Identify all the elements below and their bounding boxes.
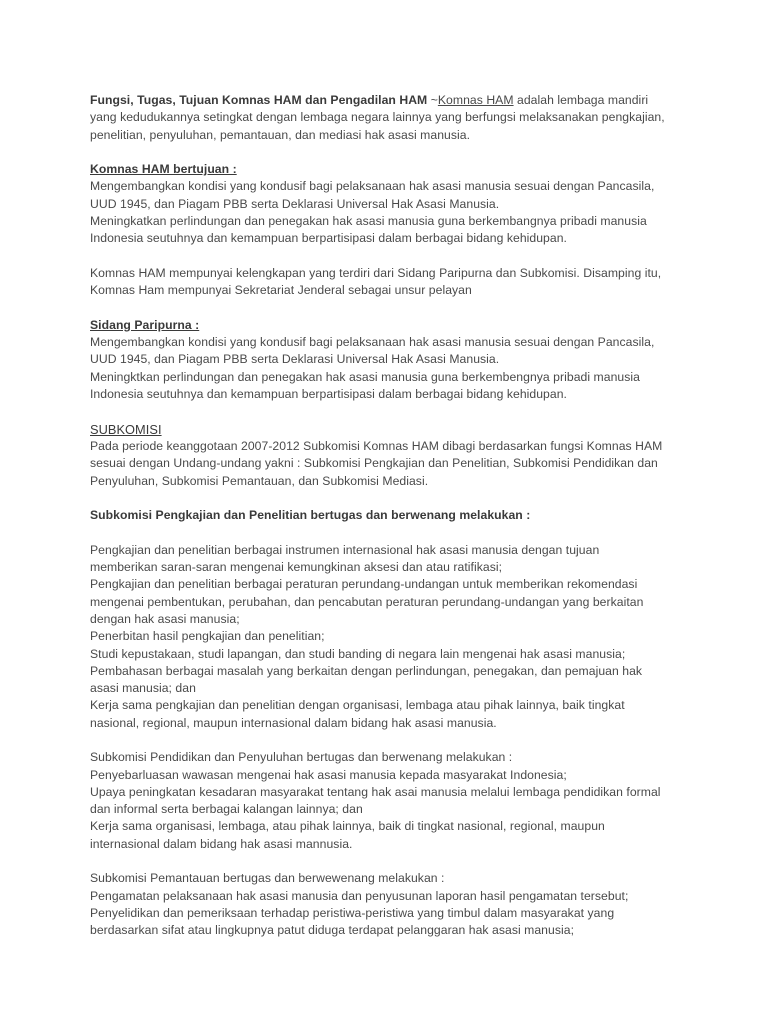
tujuan-line: Meningkatkan perlindungan dan penegakan hak asasi manusia guna berkembangnya pribadi manusia xyxy=(90,214,647,229)
tujuan-heading: Komnas HAM bertujuan : xyxy=(90,162,237,177)
pengkajian-line: dengan hak asasi manusia; xyxy=(90,611,240,626)
paripurna-heading: Sidang Paripurna : xyxy=(90,317,200,332)
document-body xyxy=(90,92,700,957)
subkomisi-heading: SUBKOMISI xyxy=(90,421,162,437)
pengkajian-heading-block xyxy=(90,507,700,524)
pendidikan-line: internasional dalam bidang hak asasi mannusia. xyxy=(90,836,353,851)
pemantauan-line: Subkomisi Pemantauan bertugas dan berwewenang melakukan : xyxy=(90,871,445,886)
kelengkapan-paragraph xyxy=(90,265,700,300)
paripurna-line: Indonesia seutuhnya dan kemampuan berpartisipasi dalam berbagai bidang kehidupan. xyxy=(90,387,567,402)
pemantauan-line: berdasarkan sifat atau lingkupnya patut diduga terdapat pelanggaran hak asasi manusia; xyxy=(90,923,575,938)
intro-paragraph xyxy=(90,92,700,144)
pengkajian-heading: Subkomisi Pengkajian dan Penelitian bertugas dan berwenang melakukan : xyxy=(90,508,531,523)
pengkajian-line: Pengkajian dan penelitian berbagai instrumen internasional hak asasi manusia dengan tujuan xyxy=(90,542,600,557)
document-title: Fungsi, Tugas, Tujuan Komnas HAM dan Pengadilan HAM xyxy=(90,93,428,107)
pendidikan-section xyxy=(90,749,700,853)
tujuan-section xyxy=(90,161,700,247)
komnas-ham-link[interactable]: Komnas HAM xyxy=(437,93,514,107)
pengkajian-line: Pengkajian dan penelitian berbagai peraturan perundang-undangan untuk memberikan rekomendasi xyxy=(90,577,638,592)
pendidikan-line: Kerja sama organisasi, lembaga, atau pihak lainnya, baik di tingkat nasional, regional, maupun xyxy=(90,819,605,834)
intro-line-2: yang kedudukannya setingkat dengan lembaga negara lainnya yang berfungsi melaksanakan pengkajian, xyxy=(90,110,665,125)
intro-line-1 xyxy=(90,92,700,109)
tujuan-line: Indonesia seutuhnya dan kemampuan berpartisipasi dalam berbagai bidang kehidupan. xyxy=(90,231,567,246)
paripurna-line: Mengembangkan kondisi yang kondusif bagi pelaksanaan hak asasi manusia sesuai dengan Pancasila, xyxy=(90,335,655,350)
intro-rest: adalah lembaga mandiri xyxy=(513,93,649,107)
pengkajian-line: memberikan saran-saran mengenai kemungkinan aksesi dan atau ratifikasi; xyxy=(90,560,503,575)
pemantauan-line: Pengamatan pelaksanaan hak asasi manusia dan penyusunan laporan hasil pengamatan tersebut; xyxy=(90,888,629,903)
subkomisi-line: sesuai dengan Undang-undang yakni : Subkomisi Pengkajian dan Penelitian, Subkomisi Pendidikan dan xyxy=(90,456,658,471)
pengkajian-line: Studi kepustakaan, studi lapangan, dan studi banding di negara lain mengenai hak asasi manusia; xyxy=(90,646,626,661)
pendidikan-line: Upaya peningkatan kesadaran masyarakat tentang hak asai manusia melalui lembaga pendidikan formal xyxy=(90,784,661,799)
kelengkapan-line: Komnas Ham mempunyai Sekretariat Jenderal sebagai unsur pelayan xyxy=(90,283,472,298)
paripurna-line: UUD 1945, dan Piagam PBB serta Deklarasi Universal Hak Asasi Manusia. xyxy=(90,352,500,367)
paripurna-line: Meningktkan perlindungan dan penegakan hak asasi manusia guna berkembengnya pribadi manusia xyxy=(90,369,640,384)
pendidikan-line: Penyebarluasan wawasan mengenai hak asasi manusia kepada masyarakat Indonesia; xyxy=(90,767,567,782)
paripurna-section xyxy=(90,317,700,403)
pengkajian-line: Pembahasan berbagai masalah yang berkaitan dengan perlindungan, penegakan, dan pemajuan hak xyxy=(90,663,643,678)
pengkajian-line: asasi manusia; dan xyxy=(90,681,196,696)
tujuan-line: Mengembangkan kondisi yang kondusif bagi pelaksanaan hak asasi manusia sesuai dengan Pancasila, xyxy=(90,179,655,194)
subkomisi-line: Pada periode keanggotaan 2007-2012 Subkomisi Komnas HAM dibagi berdasarkan fungsi Komnas HAM xyxy=(90,438,663,453)
pengkajian-line: mengenai pembentukan, perubahan, dan pencabutan peraturan perundang-undangan yang berkaitan xyxy=(90,594,644,609)
pemantauan-line: Penyelidikan dan pemeriksaan terhadap peristiwa-peristiwa yang timbul dalam masyarakat yang xyxy=(90,905,615,920)
pendidikan-line: Subkomisi Pendidikan dan Penyuluhan bertugas dan berwenang melakukan : xyxy=(90,750,513,765)
pengkajian-line: nasional, regional, maupun internasional dalam bidang hak asasi manusia. xyxy=(90,715,497,730)
pengkajian-line: Penerbitan hasil pengkajian dan penelitian; xyxy=(90,629,325,644)
subkomisi-section xyxy=(90,421,700,490)
pengkajian-section xyxy=(90,542,700,732)
subkomisi-line: Penyuluhan, Subkomisi Pemantauan, dan Subkomisi Mediasi. xyxy=(90,473,429,488)
intro-tilde: ~ xyxy=(427,93,438,107)
tujuan-line: UUD 1945, dan Piagam PBB serta Deklarasi Universal Hak Asasi Manusia. xyxy=(90,196,500,211)
kelengkapan-line: Komnas HAM mempunyai kelengkapan yang terdiri dari Sidang Paripurna dan Subkomisi. Disamping itu, xyxy=(90,265,662,280)
pengkajian-line: Kerja sama pengkajian dan penelitian dengan organisasi, lembaga atau pihak lainnya, baik tingkat xyxy=(90,698,625,713)
pendidikan-line: dan informal serta berbagai kalangan lainnya; dan xyxy=(90,802,363,817)
intro-line-3: penelitian, penyuluhan, pemantauan, dan mediasi hak asasi manusia. xyxy=(90,127,471,142)
pemantauan-section xyxy=(90,870,700,939)
